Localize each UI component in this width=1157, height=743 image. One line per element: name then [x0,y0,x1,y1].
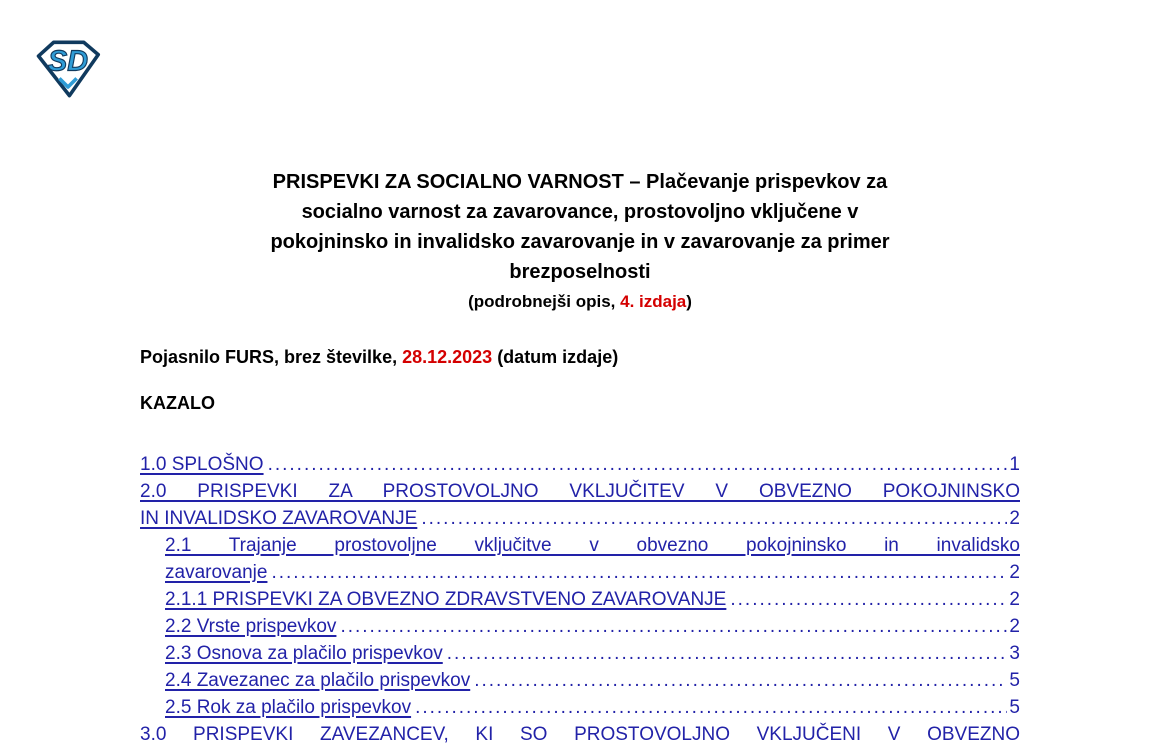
toc-entry[interactable] [140,505,1020,532]
toc-entry[interactable] [140,694,1020,721]
toc-entry[interactable] [140,640,1020,667]
subtitle-suffix: ) [686,292,692,311]
title-line-3: pokojninsko in invalidsko zavarovanje in v zavarovanje za primer [270,231,890,253]
toc-entry[interactable] [140,451,1020,478]
toc-link-text[interactable]: 2.1.1 PRISPEVKI ZA OBVEZNO ZDRAVSTVENO ZAVAROVANJE [165,589,727,610]
title-line-2: socialno varnost za zavarovance, prostovoljno vključene v [301,201,859,223]
toc-link-text[interactable]: 1.0 SPLOŠNO [140,454,264,475]
toc-dots [415,694,1007,721]
issue-info-suffix: (datum izdaje) [492,347,619,367]
toc-list [140,451,1020,743]
toc-entry[interactable] [140,721,1020,743]
toc-link-text[interactable]: 2.1 Trajanje prostovoljne vključitve v obvezno pokojninsko in invalidsko [165,535,1020,556]
document-title [140,167,1020,316]
toc-entry[interactable] [140,586,1020,613]
toc-page-number: 2 [1009,589,1020,610]
issue-info-prefix: Pojasnilo FURS, brez številke, [140,347,403,367]
toc-link-text[interactable]: 2.2 Vrste prispevkov [165,616,337,637]
toc-page-number: 3 [1009,643,1020,664]
toc-dots [730,586,1007,613]
toc-link-text[interactable]: 3.0 PRISPEVKI ZAVEZANCEV, KI SO PROSTOVOLJNO VKLJUČENI V OBVEZNO [140,724,1020,743]
toc-link-text[interactable]: 2.5 Rok za plačilo prispevkov [165,697,412,718]
toc-dots [447,640,1008,667]
title-line-1: PRISPEVKI ZA SOCIALNO VARNOST – Plačevanje prispevkov za [272,171,888,193]
toc-entry[interactable] [140,613,1020,640]
title-subtitle [140,287,1020,316]
title-line-4: brezposelnosti [509,261,651,283]
toc-page-number: 2 [1009,562,1020,583]
toc-dots [421,505,1007,532]
issue-info-line [140,346,1020,368]
toc-entry[interactable] [140,559,1020,586]
toc-link-text[interactable]: 2.3 Osnova za plačilo prispevkov [165,643,443,664]
toc-page-number: 1 [1009,454,1020,475]
toc-dots [271,559,1007,586]
toc-dots [268,451,1008,478]
toc-dots [340,613,1007,640]
toc-page-number: 5 [1009,697,1020,718]
toc-entry[interactable] [140,532,1020,559]
toc-entry[interactable] [140,478,1020,505]
toc-dots [474,667,1007,694]
subtitle-edition: 4. izdaja [620,292,687,311]
toc-link-text[interactable]: 2.4 Zavezanec za plačilo prispevkov [165,670,471,691]
subtitle-prefix: (podrobnejši opis, [468,292,621,311]
logo-letters: SD [47,45,89,78]
toc-page-number: 2 [1009,616,1020,637]
toc-page-number: 2 [1009,508,1020,529]
toc-heading: KAZALO [140,393,215,413]
toc-entry[interactable] [140,667,1020,694]
toc-link-text[interactable]: zavarovanje [165,562,268,583]
toc-page-number: 5 [1009,670,1020,691]
sd-logo [32,37,104,101]
toc-link-text[interactable]: IN INVALIDSKO ZAVAROVANJE [140,508,418,529]
issue-date: 28.12.2023 [402,347,493,367]
toc-link-text[interactable]: 2.0 PRISPEVKI ZA PROSTOVOLJNO VKLJUČITEV V OBVEZNO POKOJNINSKO [140,481,1020,502]
